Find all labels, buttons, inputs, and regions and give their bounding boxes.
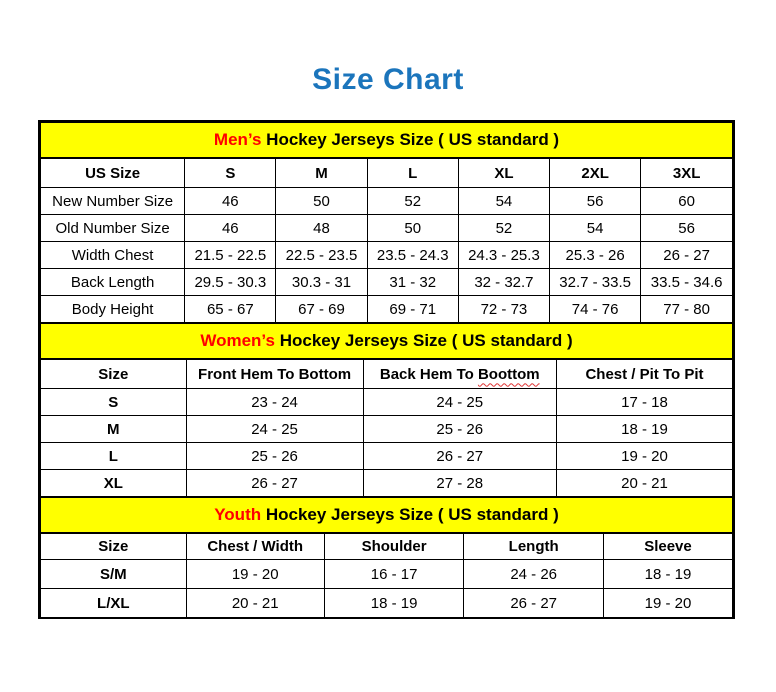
table-cell: 50 bbox=[276, 188, 367, 215]
table-cell: 46 bbox=[185, 215, 276, 242]
row-label: S bbox=[41, 389, 186, 416]
table-cell: 24 - 26 bbox=[464, 560, 604, 589]
column-header: L bbox=[367, 159, 458, 188]
banner-highlight: Men’s bbox=[213, 130, 262, 149]
banner-text: Hockey Jerseys Size ( US standard ) bbox=[261, 130, 560, 149]
table-cell: 48 bbox=[276, 215, 367, 242]
table-cell: 19 - 20 bbox=[603, 589, 732, 618]
column-header: 2XL bbox=[550, 159, 641, 188]
banner-text: Hockey Jerseys Size ( US standard ) bbox=[274, 331, 573, 350]
row-label: M bbox=[41, 416, 186, 443]
column-header: 3XL bbox=[641, 159, 732, 188]
row-label: Old Number Size bbox=[41, 215, 185, 242]
table-row bbox=[41, 416, 732, 443]
table-cell: 19 - 20 bbox=[186, 560, 324, 589]
misspelled-word: Boottom bbox=[477, 365, 540, 383]
column-header: Length bbox=[464, 534, 604, 560]
table-row bbox=[41, 589, 732, 618]
page-title: Size Chart bbox=[312, 63, 464, 96]
column-header: Front Hem To Bottom bbox=[186, 360, 363, 389]
table-cell: 23.5 - 24.3 bbox=[367, 242, 458, 269]
table-cell: 54 bbox=[458, 188, 549, 215]
row-label: S/M bbox=[41, 560, 186, 589]
table-mens bbox=[41, 159, 732, 322]
row-label: New Number Size bbox=[41, 188, 185, 215]
banner-highlight: Women’s bbox=[200, 331, 275, 350]
table-cell: 54 bbox=[550, 215, 641, 242]
column-header: Chest / Width bbox=[186, 534, 324, 560]
table-cell: 65 - 67 bbox=[185, 296, 276, 323]
table-cell: 77 - 80 bbox=[641, 296, 732, 323]
table-cell: 46 bbox=[185, 188, 276, 215]
column-header: Size bbox=[41, 360, 186, 389]
table-cell: 60 bbox=[641, 188, 732, 215]
column-header: Sleeve bbox=[603, 534, 732, 560]
row-label: Back Length bbox=[41, 269, 185, 296]
table-cell: 26 - 27 bbox=[363, 443, 556, 470]
row-label: L/XL bbox=[41, 589, 186, 618]
table-cell: 26 - 27 bbox=[464, 589, 604, 618]
table-cell: 52 bbox=[367, 188, 458, 215]
table-cell: 24.3 - 25.3 bbox=[458, 242, 549, 269]
column-header: Shoulder bbox=[324, 534, 464, 560]
table-youth bbox=[41, 534, 732, 617]
table-cell: 22.5 - 23.5 bbox=[276, 242, 367, 269]
row-label: Body Height bbox=[41, 296, 185, 323]
table-cell: 32 - 32.7 bbox=[458, 269, 549, 296]
table-cell: 20 - 21 bbox=[556, 470, 732, 497]
table-cell: 20 - 21 bbox=[186, 589, 324, 618]
table-cell: 27 - 28 bbox=[363, 470, 556, 497]
table-cell: 72 - 73 bbox=[458, 296, 549, 323]
table-cell: 29.5 - 30.3 bbox=[185, 269, 276, 296]
table-row bbox=[41, 215, 732, 242]
table-cell: 17 - 18 bbox=[556, 389, 732, 416]
table-cell: 18 - 19 bbox=[556, 416, 732, 443]
table-cell: 19 - 20 bbox=[556, 443, 732, 470]
row-label: L bbox=[41, 443, 186, 470]
table-cell: 69 - 71 bbox=[367, 296, 458, 323]
header-row bbox=[41, 360, 732, 389]
section-banner-youth bbox=[41, 496, 732, 534]
column-header: Size bbox=[41, 534, 186, 560]
table-cell: 26 - 27 bbox=[641, 242, 732, 269]
table-cell: 24 - 25 bbox=[363, 389, 556, 416]
table-cell: 50 bbox=[367, 215, 458, 242]
table-cell: 25.3 - 26 bbox=[550, 242, 641, 269]
table-cell: 26 - 27 bbox=[186, 470, 363, 497]
table-cell: 52 bbox=[458, 215, 549, 242]
table-cell: 25 - 26 bbox=[363, 416, 556, 443]
table-row bbox=[41, 269, 732, 296]
banner-highlight: Youth bbox=[214, 505, 262, 524]
column-header: Chest / Pit To Pit bbox=[556, 360, 732, 389]
row-label: Width Chest bbox=[41, 242, 185, 269]
table-row bbox=[41, 443, 732, 470]
column-header: XL bbox=[458, 159, 549, 188]
table-cell: 32.7 - 33.5 bbox=[550, 269, 641, 296]
table-cell: 16 - 17 bbox=[324, 560, 464, 589]
column-header: Back Hem To Boottom bbox=[363, 360, 556, 389]
table-row bbox=[41, 296, 732, 323]
table-row bbox=[41, 242, 732, 269]
table-womens bbox=[41, 360, 732, 496]
table-cell: 33.5 - 34.6 bbox=[641, 269, 732, 296]
table-cell: 56 bbox=[550, 188, 641, 215]
table-cell: 18 - 19 bbox=[324, 589, 464, 618]
section-banner-womens bbox=[41, 322, 732, 360]
column-header: S bbox=[185, 159, 276, 188]
column-header: US Size bbox=[41, 159, 185, 188]
table-row bbox=[41, 389, 732, 416]
section-banner-mens bbox=[41, 123, 732, 159]
table-cell: 30.3 - 31 bbox=[276, 269, 367, 296]
table-cell: 67 - 69 bbox=[276, 296, 367, 323]
table-cell: 31 - 32 bbox=[367, 269, 458, 296]
header-row bbox=[41, 159, 732, 188]
row-label: XL bbox=[41, 470, 186, 497]
table-cell: 24 - 25 bbox=[186, 416, 363, 443]
table-row bbox=[41, 470, 732, 497]
table-cell: 56 bbox=[641, 215, 732, 242]
table-cell: 74 - 76 bbox=[550, 296, 641, 323]
banner-text: Hockey Jerseys Size ( US standard ) bbox=[261, 505, 559, 524]
size-chart-tables bbox=[38, 120, 735, 619]
table-cell: 21.5 - 22.5 bbox=[185, 242, 276, 269]
table-row bbox=[41, 188, 732, 215]
table-cell: 23 - 24 bbox=[186, 389, 363, 416]
table-row bbox=[41, 560, 732, 589]
header-row bbox=[41, 534, 732, 560]
table-cell: 18 - 19 bbox=[603, 560, 732, 589]
column-header: M bbox=[276, 159, 367, 188]
table-cell: 25 - 26 bbox=[186, 443, 363, 470]
